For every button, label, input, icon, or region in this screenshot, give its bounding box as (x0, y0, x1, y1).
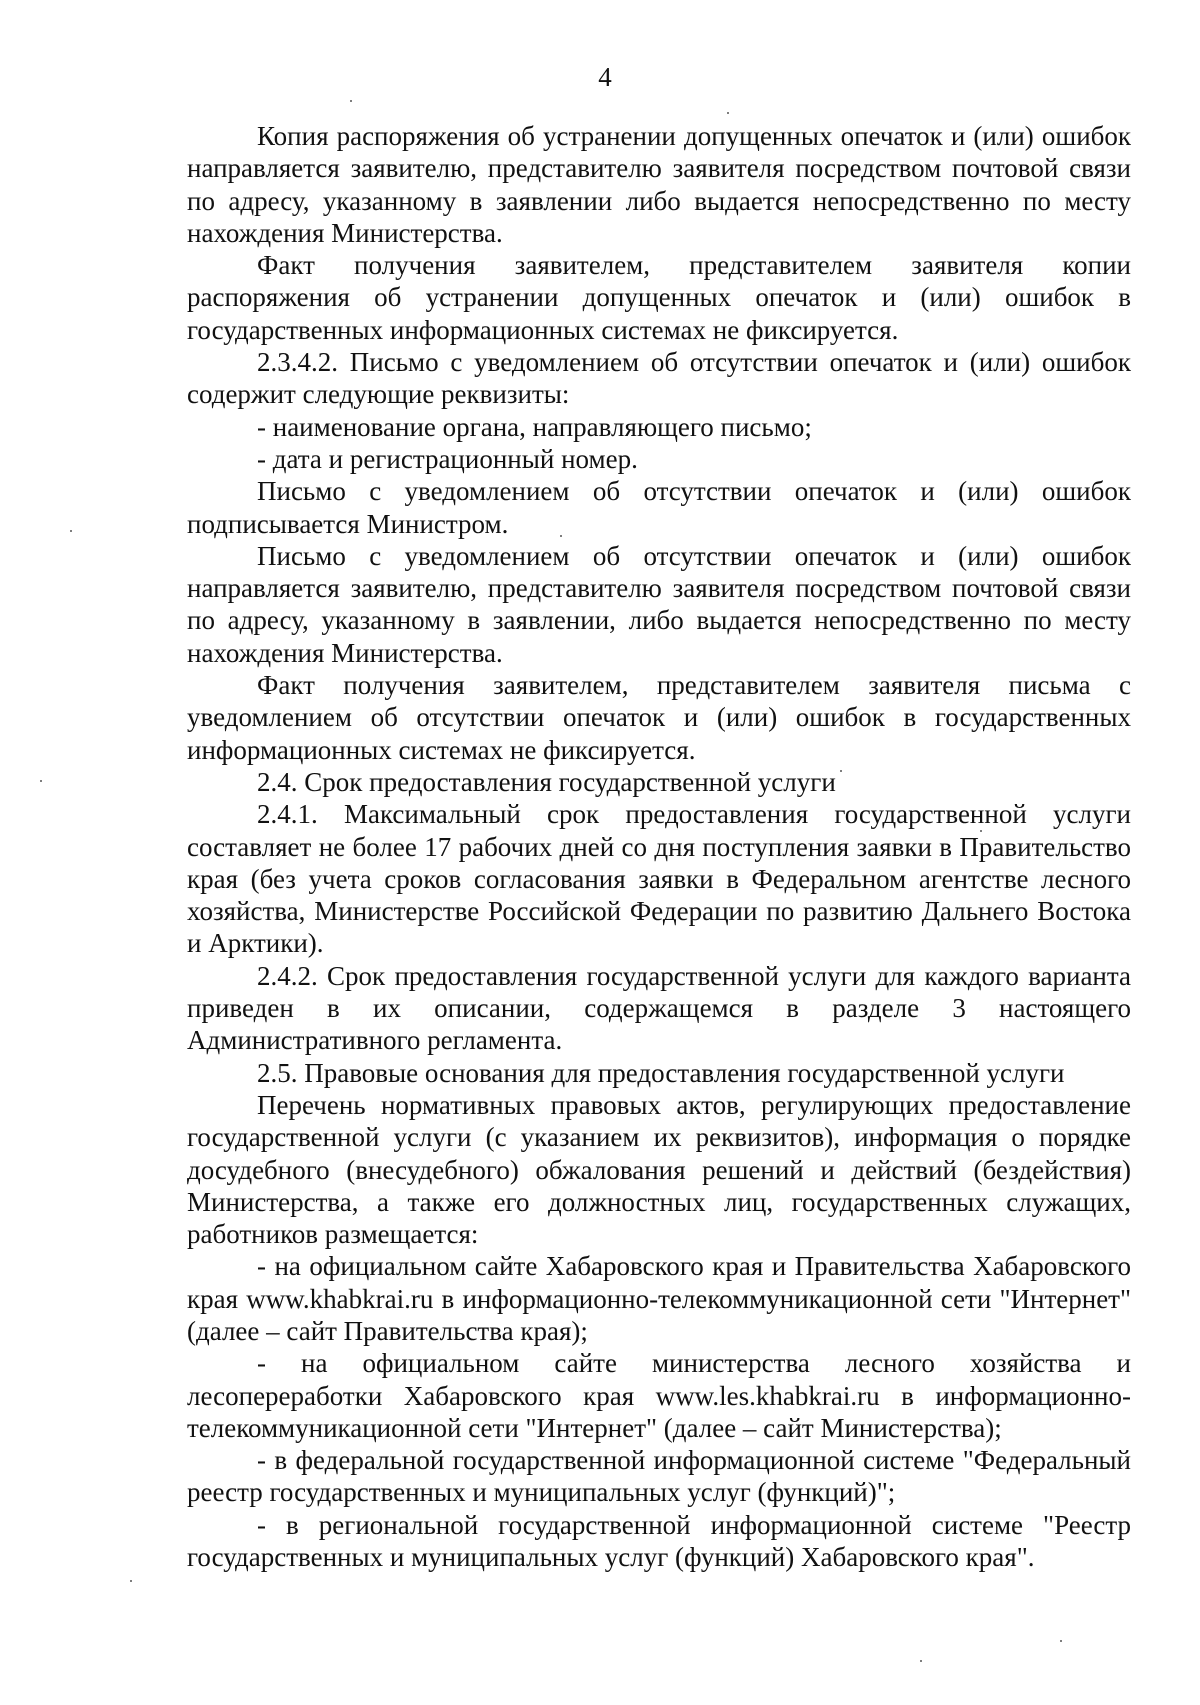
list-item: - на официальном сайте министерства лесного хозяйства и лесопереработки Хабаровского края www.les.khabkrai.ru в информационно-телекоммуникационной сети "Интернет" (далее – сайт Министерства); (187, 1348, 1131, 1443)
section-heading: 2.5. Правовые основания для предоставления государственной услуги (257, 1057, 1065, 1088)
page-number: 4 (598, 62, 612, 92)
paragraph: 2.4.2. Срок предоставления государственной услуги для каждого варианта приведен в их описании, содержащемся в разделе 3 настоящего Административного регламента. (187, 960, 1131, 1056)
paragraph: Письмо с уведомлением об отсутствии опечаток и (или) ошибок подписывается Министром. (187, 476, 1131, 539)
list-item: - дата и регистрационный номер. (257, 443, 638, 474)
scan-speck (920, 1660, 922, 1662)
section-heading: 2.4. Срок предоставления государственной услуги (257, 766, 836, 797)
paragraph: Факт получения заявителем, представителем заявителя копии распоряжения об устранении допущенных опечаток и (или) ошибок в государственных информационных системах не фиксируется. (187, 250, 1131, 345)
list-item: - в региональной государственной информационной системе "Реестр государственных и муниципальных услуг (функций) Хабаровского края". (187, 1509, 1131, 1573)
paragraph: 2.4.1. Максимальный срок предоставления государственной услуги составляет не более 17 рабочих дней со дня поступления заявки в Правительство края (без учета сроков согласования заявки в Федеральном агентстве лесного хозяйства, Министерстве Российской Федерации по развитию Дальнего Востока и Арктики). (187, 799, 1131, 959)
paragraph: Письмо с уведомлением об отсутствии опечаток и (или) ошибок направляется заявителю, представителю заявителя посредством почтовой связи по адресу, указанному в заявлении, либо выдается непосредственно по месту нахождения Министерства. (187, 540, 1131, 668)
scan-speck (40, 780, 42, 782)
list-item: - наименование органа, направляющего письмо; (257, 411, 812, 442)
scan-speck (560, 535, 562, 537)
scan-speck (980, 830, 982, 832)
scan-speck (1060, 1640, 1062, 1642)
list-item: - на официальном сайте Хабаровского края и Правительства Хабаровского края www.khabkrai.ru в информационно-телекоммуникационной сети "Интернет" (далее – сайт Правительства края); (187, 1251, 1131, 1346)
document-body (187, 120, 1131, 1573)
list-item: - в федеральной государственной информационной системе "Федеральный реестр государственных и муниципальных услуг (функций)"; (187, 1445, 1131, 1508)
paragraph: Перечень нормативных правовых актов, регулирующих предоставление государственной услуги (с указанием их реквизитов), информация о порядке досудебного (внесудебного) обжалования решений и действий (бездействия) Министерства, а также его должностных лиц, государственных служащих, работников размещается: (187, 1089, 1131, 1250)
paragraph: Копия распоряжения об устранении допущенных опечаток и (или) ошибок направляется заявителю, представителю заявителя посредством почтовой связи по адресу, указанному в заявлении либо выдается непосредственно по месту нахождения Министерства. (187, 121, 1131, 248)
paragraph: 2.3.4.2. Письмо с уведомлением об отсутствии опечаток и (или) ошибок содержит следующие реквизиты: (187, 347, 1131, 410)
scan-speck (70, 530, 72, 532)
scan-speck (130, 1580, 132, 1582)
scan-speck (727, 112, 729, 114)
scan-speck (350, 100, 352, 102)
paragraph: Факт получения заявителем, представителем заявителя письма с уведомлением об отсутствии опечаток и (или) ошибок в государственных информационных системах не фиксируется. (187, 670, 1131, 765)
scan-speck (840, 770, 842, 772)
